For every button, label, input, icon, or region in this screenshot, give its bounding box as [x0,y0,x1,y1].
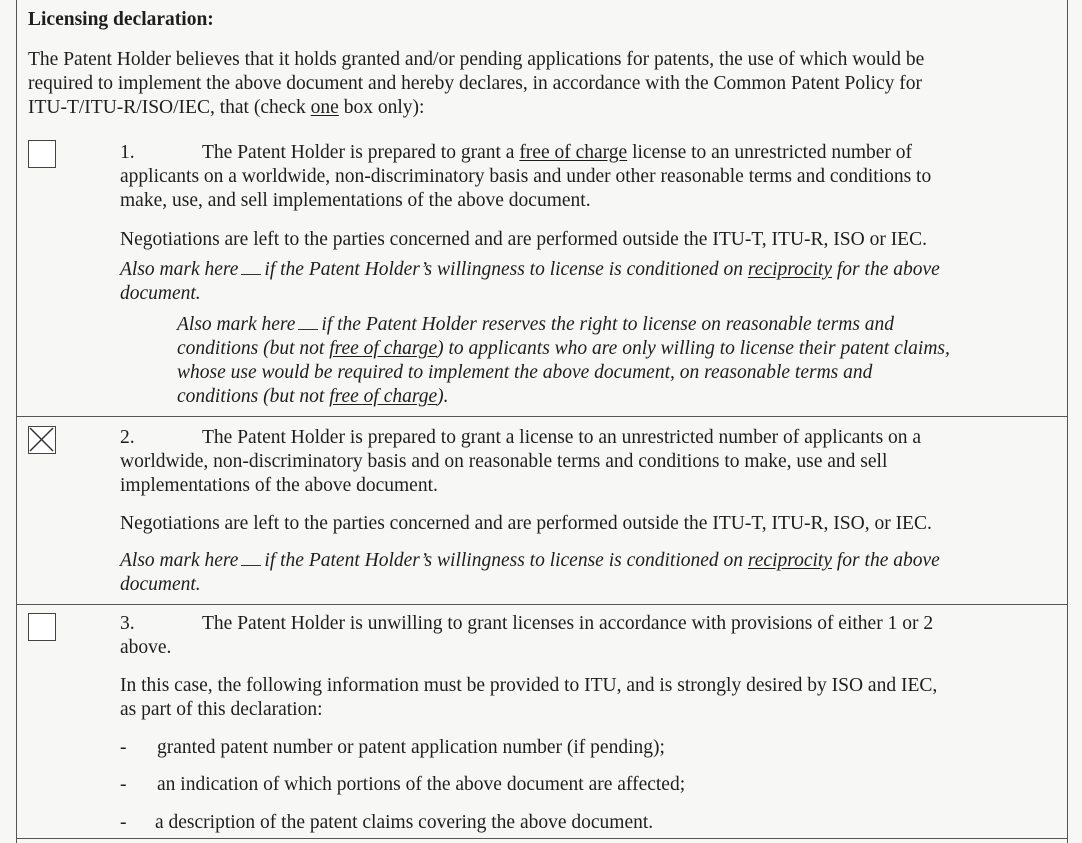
one-underlined: one [310,97,339,118]
option-3-checkbox[interactable] [28,613,56,641]
bullet-dash: - [120,812,127,833]
option-2-checkbox[interactable] [28,426,56,454]
intro-line-2: required to implement the above document and hereby declares, in accordance with the Common Patent Policy for [28,73,923,94]
bullet-dash: - [120,737,127,758]
option-3-text: 3. The Patent Holder is unwilling to grant licenses in accordance with provisions of either 1 or 2 above. [120,613,934,658]
reciprocity-mark-blank[interactable] [241,258,261,275]
intro-line-1: The Patent Holder believes that it holds granted and/or pending applications for patents, the use of which would be [28,49,925,70]
reciprocity-mark-blank[interactable] [241,549,261,566]
bullet-dash: - [120,774,127,795]
list-item: an indication of which portions of the above document are affected; [157,774,686,795]
option-2-reciprocity: Also mark here if the Patent Holder’s willingness to license is conditioned on reciprocity for the above document. [120,550,940,595]
intro-line-3: ITU-T/ITU-R/ISO/IEC, that (check one box only): [28,97,425,118]
row-divider [16,838,1068,839]
option-3-info: In this case, the following information must be provided to ITU, and is strongly desired by ISO and IEC, as part of this declaration: [120,675,938,720]
section-title: Licensing declaration: [28,9,214,30]
option-1-text: 1. The Patent Holder is prepared to grant a free of charge license to an unrestricted number of applicants on a worldwide, non-discriminatory basis and under other reasonable terms and conditions to make, use, and sell implementations of the above document. [120,142,932,211]
option-1-number: 1. [120,142,135,163]
option-2-text: 2. The Patent Holder is prepared to grant a license to an unrestricted number of applicants on a worldwide, non-discriminatory basis and on reasonable terms and conditions to make, use and sell implementations of the above document. [120,427,922,496]
option-2-number: 2. [120,427,135,448]
option-1-checkbox[interactable] [28,140,56,168]
list-item: granted patent number or patent application number (if pending); [157,737,665,758]
option-1-negotiations: Negotiations are left to the parties concerned and are performed outside the ITU-T, ITU-R, ISO or IEC. [120,229,927,250]
option-1-reciprocity: Also mark here if the Patent Holder’s willingness to license is conditioned on reciprocity for the above document. [120,259,940,304]
list-item: a description of the patent claims covering the above document. [155,812,654,833]
row-divider [16,416,1068,417]
option-1-reserve: Also mark here if the Patent Holder reserves the right to license on reasonable terms and conditions (but not free of charge) to applicants who are only willing to license their patent claims, whose use would be required to implement the above document, on reasonable terms and conditions (but not free of charge). [177,314,950,407]
reserve-mark-blank[interactable] [298,313,318,330]
intro-paragraph [28,48,1048,120]
option-2-negotiations: Negotiations are left to the parties concerned and are performed outside the ITU-T, ITU-R, ISO, or IEC. [120,513,932,534]
row-divider [16,604,1068,605]
option-3-number: 3. [120,613,135,634]
checkbox-cross-icon [29,427,54,452]
